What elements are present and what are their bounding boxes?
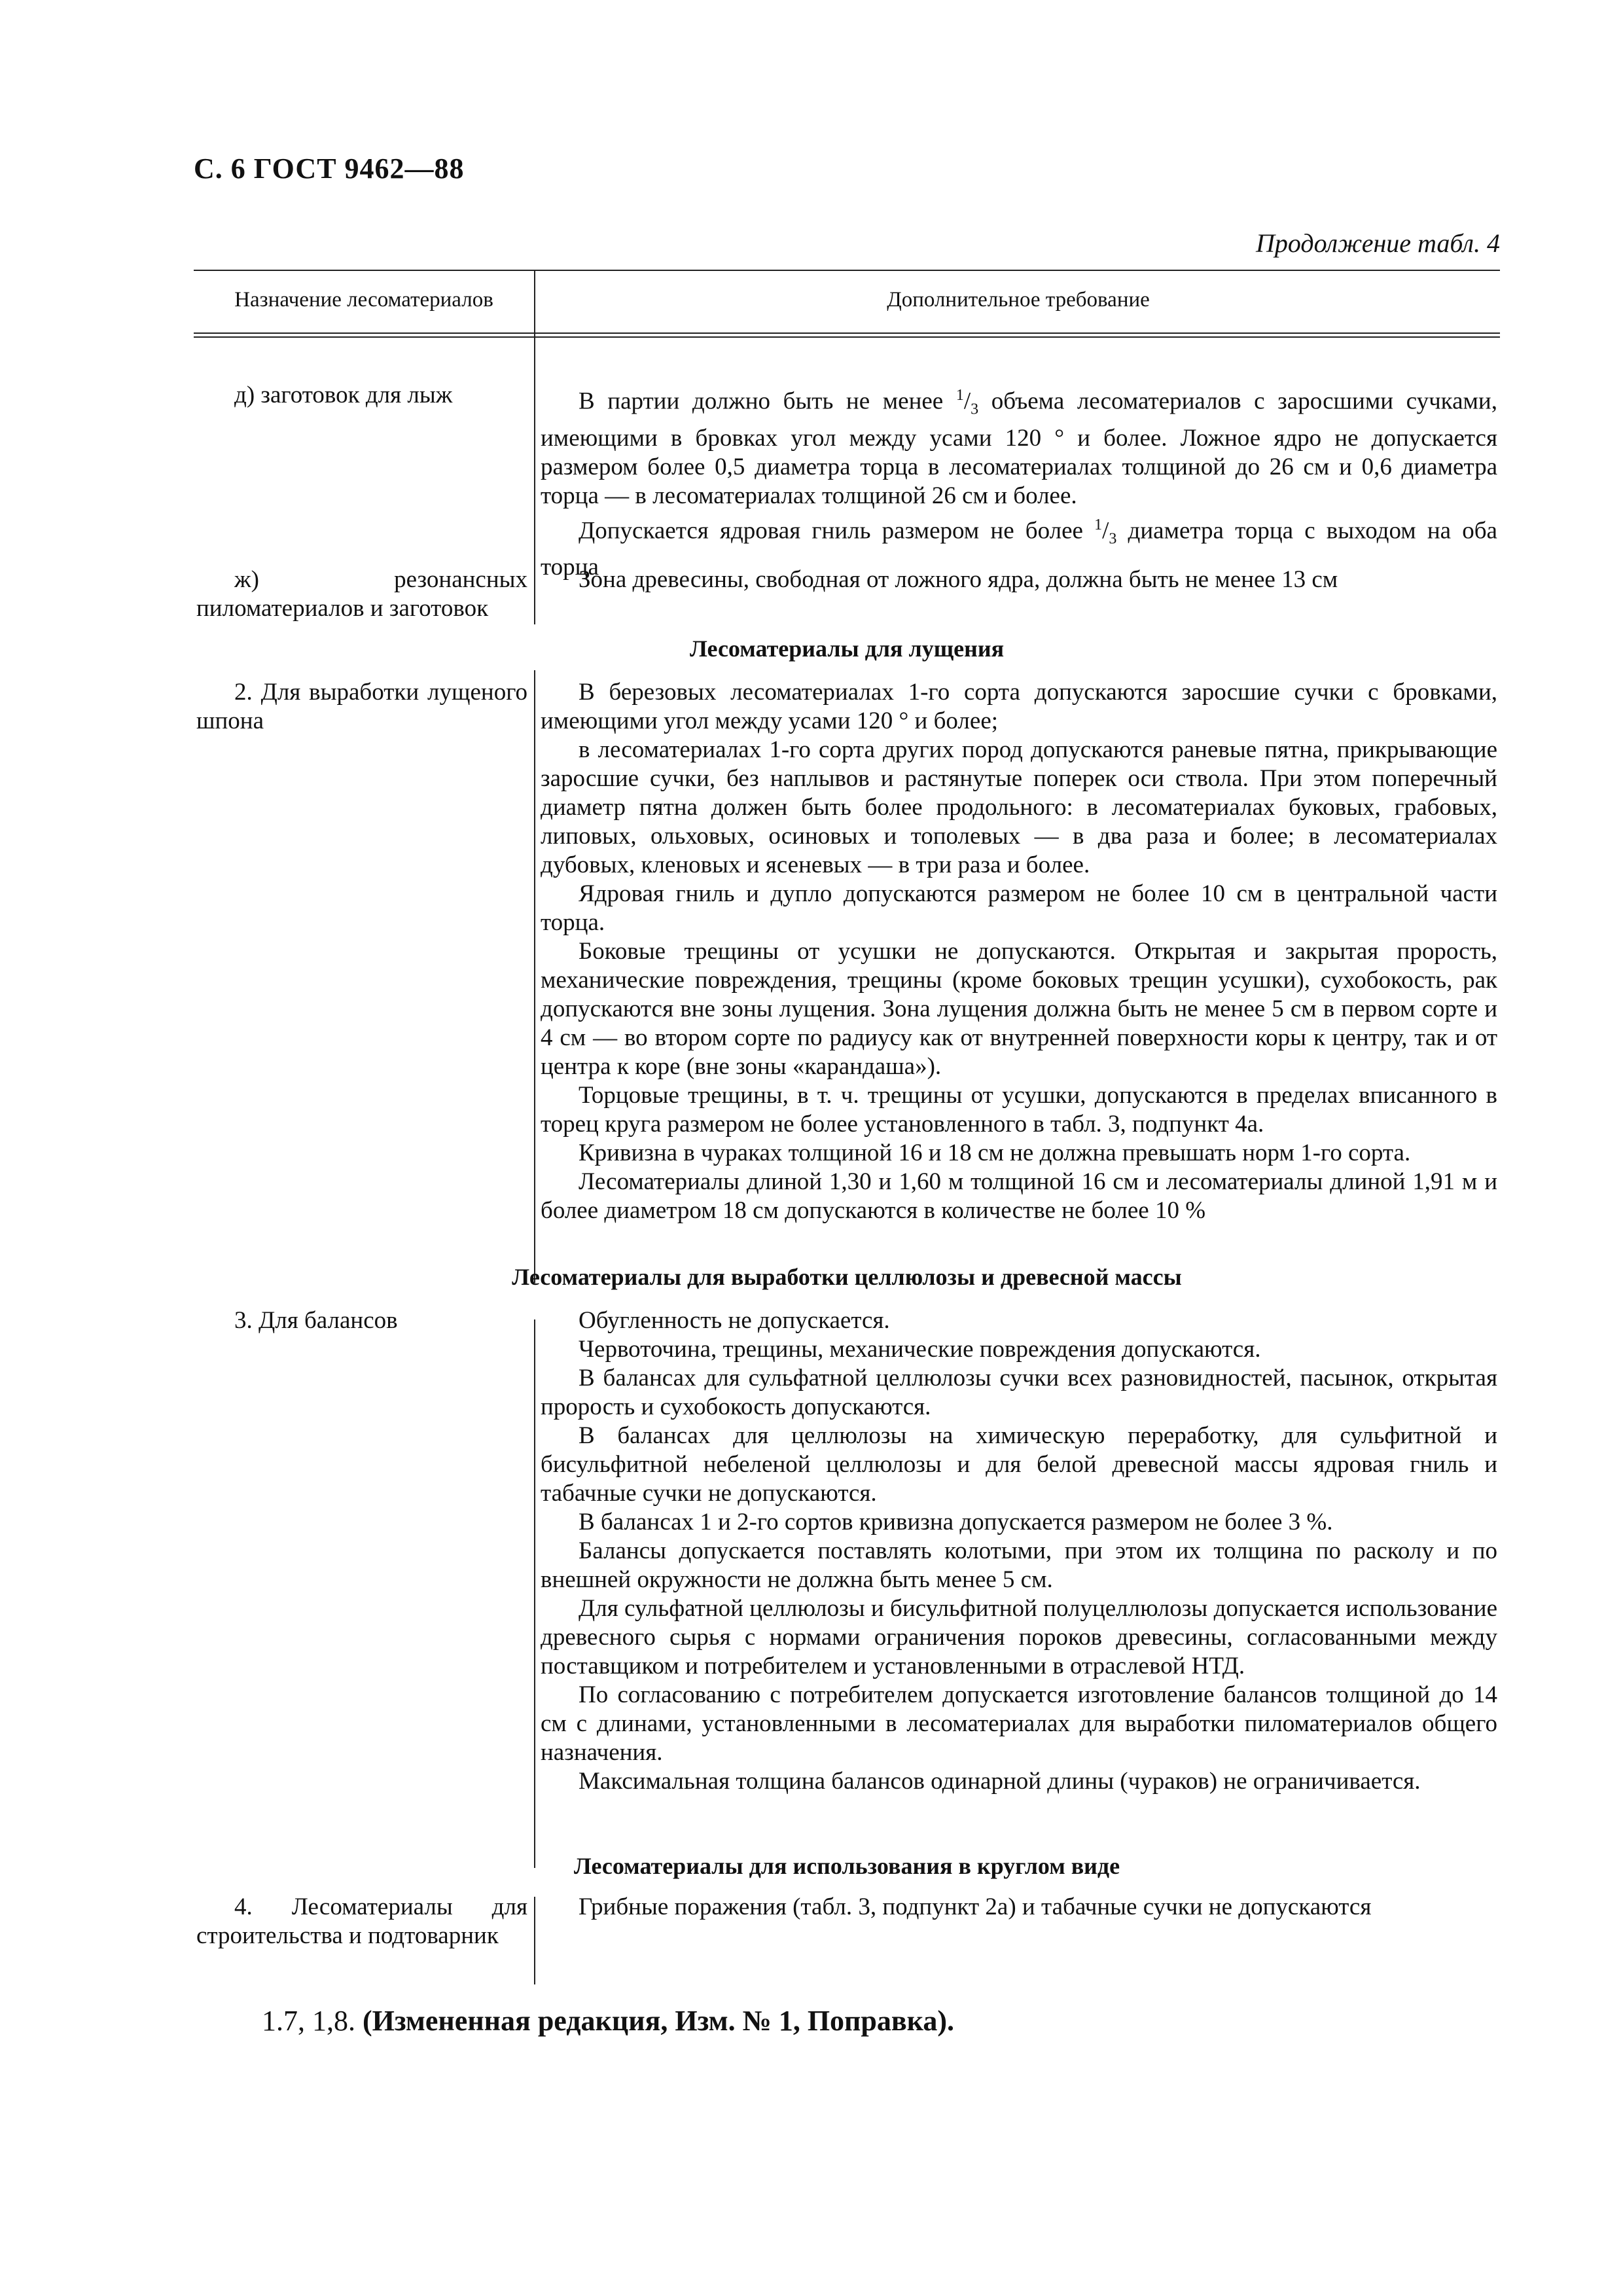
amendment-note-prefix: 1.7, 1,8. [262,2005,363,2037]
row-zh-requirement-text: Зона древесины, свободная от ложного ядра, должна быть не менее 13 см [579,566,1338,593]
pulp-purpose [196,1306,527,1335]
requirement-paragraph: Для сульфатной целлюлозы и бисульфитной полуцеллюлозы допускается использование древесного сырья с нормами ограничения пороков древесины, согласованными между поставщиком и потребителем и установленными в отраслевой НТД. [541,1595,1497,1679]
requirement-paragraph: Кривизна в чураках толщиной 16 и 18 см не должна превышать норм 1-го сорта. [579,1139,1411,1166]
round-purpose-text: 4. Лесоматериалы для строительства и подтоварник [196,1893,527,1949]
row-zh-requirement [541,565,1497,594]
requirement-paragraph: Боковые трещины от усушки не допускаются. Открытая и закрытая прорость, механические повреждения, трещины (кроме боковых трещин усушки), сухобокость, рак допускаются вне зоны лущения. Зона лущения должна быть не менее 5 см в первом сорте и 4 см — во втором сорте по радиусу как от внутренней поверхности коры к центру, так и от центра к коре (вне зоны «карандаша»). [541,938,1497,1080]
table-continuation-label: Продолжение табл. 4 [1255,228,1500,258]
peeling-purpose-text: 2. Для выработки лущеного шпона [196,679,527,734]
round-requirement [541,1893,1497,1922]
requirement-paragraph: В балансах 1 и 2-го сортов кривизна допускается размером не более 3 %. [579,1509,1333,1535]
section-title-peeling: Лесоматериалы для лущения [689,636,1005,662]
row-d-p1-text-b: объема лесоматериалов с заросшими сучками, имеющими в бровках угол между усами 120 ° и более. Ложное ядро не допускается размером более 0,5 диаметра торца в лесоматериалах толщиной до 26 см и 0,6 диаметра торца — в лесоматериалах толщиной 26 см и более. [541,387,1497,509]
pulp-requirements [541,1306,1497,1796]
round-purpose [196,1893,527,1950]
peeling-purpose [196,678,527,736]
row-d-p1-text-a: В партии должно быть не менее [579,387,956,415]
requirement-paragraph: В березовых лесоматериалах 1-го сорта допускаются заросшие сучки с бровками, имеющими угол между усами 120 ° и более; [541,679,1497,734]
requirement-paragraph: В балансах для целлюлозы на химическую переработку, для сульфитной и бисульфитной небеленой целлюлозы и для белой древесной массы ядровая гниль и табачные сучки не допускаются. [541,1422,1497,1507]
column-divider-4 [534,1897,535,1984]
requirement-paragraph: Максимальная толщина балансов одинарной длины (чураков) не ограничивается. [579,1768,1421,1795]
row-d-purpose [196,381,527,410]
column-header-requirement: Дополнительное требование [887,288,1150,312]
column-header-purpose: Назначение лесоматериалов [234,288,493,312]
row-d-p2-text-a: Допускается ядровая гниль размером не более [579,517,1095,545]
fraction-numerator: 1 [955,387,964,404]
pulp-purpose-text: 3. Для балансов [234,1307,398,1334]
requirement-paragraph: По согласованию с потребителем допускается изготовление балансов толщиной до 14 см с длинами, установленными в лесоматериалах для выработки пиломатериалов общего назначения. [541,1681,1497,1766]
fraction-numerator: 1 [1094,516,1103,533]
section-title-round: Лесоматериалы для использования в круглом виде [573,1853,1120,1879]
requirement-paragraph: Ядровая гниль и дупло допускаются размером не более 10 см в центральной части торца. [541,880,1497,936]
requirement-paragraph: Торцовые трещины, в т. ч. трещины от усушки, допускаются в пределах вписанного в торец круга размером не более установленного в табл. 3, подпункт 4а. [541,1082,1497,1138]
column-divider-1 [534,270,535,624]
table-top-rule [194,270,1500,271]
page-header: С. 6 ГОСТ 9462—88 [194,152,465,185]
row-d-purpose-text: д) заготовок для лыж [234,382,453,408]
header-bottom-rule [194,332,1500,334]
row-d-p2-text-b: диаметра торца с выходом на оба торца [541,517,1497,581]
column-divider-2 [534,670,535,1283]
column-divider-3 [534,1319,535,1868]
fraction-denominator: 3 [1109,530,1117,548]
requirement-paragraph: Лесоматериалы длиной 1,30 и 1,60 м толщиной 16 см и лесоматериалы длиной 1,91 м и более диаметром 18 см допускаются в количестве не более 10 % [541,1168,1497,1224]
fraction-denominator: 3 [971,401,979,418]
row-zh-purpose-text: ж) резонансных пиломатериалов и заготовок [196,566,527,622]
row-d-paragraph-2: Допускается ядровая гниль размером не более $^1/_3$ диаметра торца с выходом на оба торца [541,516,1497,581]
row-d-paragraph-1: В партии должно быть не менее $^1/_3$ объема лесоматериалов с заросшими сучками, имеющими в бровках угол между усами 120 ° и более. Ложное ядро не допускается размером более 0,5 диаметра торца в лесоматериалах толщиной до 26 см и 0,6 диаметра торца — в лесоматериалах толщиной 26 см и более. [541,387,1497,509]
row-d-requirement [541,381,1497,582]
requirement-paragraph: Червоточина, трещины, механические повреждения допускаются. [579,1336,1261,1363]
header-bottom-rule-2 [194,336,1500,338]
row-zh-purpose [196,565,527,623]
round-requirement-text: Грибные поражения (табл. 3, подпункт 2а) и табачные сучки не допускаются [579,1893,1372,1920]
requirement-paragraph: в лесоматериалах 1-го сорта других пород допускаются раневые пятна, прикрывающие заросшие сучки, без наплывов и растянутые поперек оси ствола. При этом поперечный диаметр пятна должен быть более продольного: в лесоматериалах буковых, грабовых, липовых, ольховых, осиновых и тополевых — в два раза и более; в лесоматериалах дубовых, кленовых и ясеневых — в три раза и более. [541,736,1497,878]
peeling-requirements [541,678,1497,1225]
requirement-paragraph: В балансах для сульфатной целлюлозы сучки всех разновидностей, пасынок, открытая прорость и сухобокость допускаются. [541,1365,1497,1420]
requirement-paragraph: Балансы допускается поставлять колотыми, при этом их толщина по расколу и по внешней окружности не должна быть менее 5 см. [541,1537,1497,1593]
section-title-pulp: Лесоматериалы для выработки целлюлозы и древесной массы [512,1264,1182,1290]
amendment-note [262,2004,954,2037]
amendment-note-bold: (Измененная редакция, Изм. № 1, Поправка). [363,2005,954,2037]
requirement-paragraph: Обугленность не допускается. [579,1307,890,1334]
